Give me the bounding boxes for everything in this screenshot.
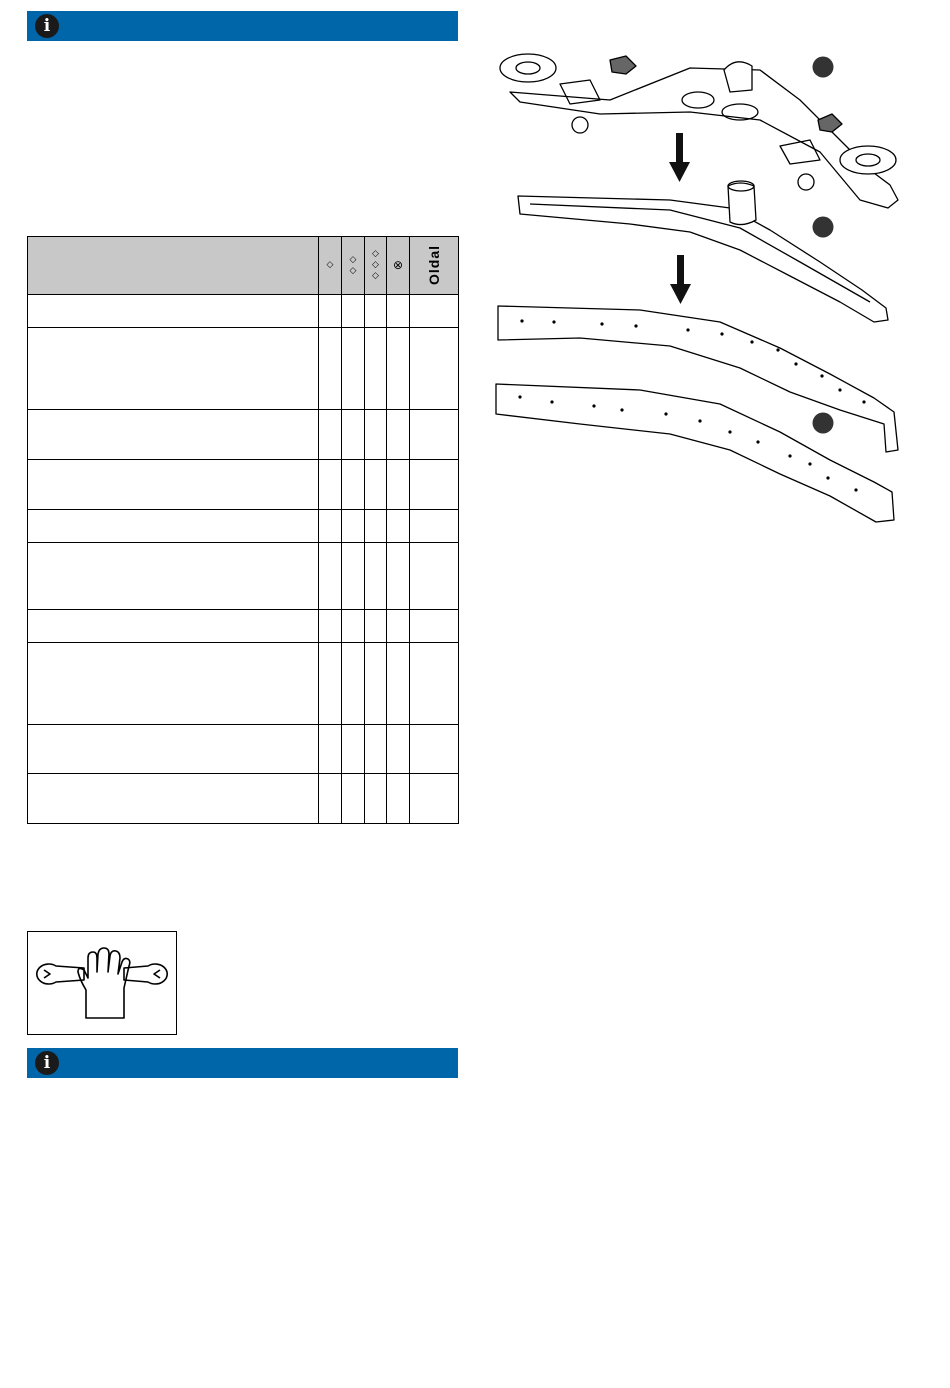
page-column-header: Oldal bbox=[410, 237, 459, 295]
maintenance-table bbox=[27, 236, 459, 824]
daily-symbol-header: ◇ bbox=[319, 237, 342, 295]
monthly-symbol-header: ◇ ◇ ◇ bbox=[365, 237, 387, 295]
info-bar-bottom bbox=[27, 1048, 458, 1078]
table-row bbox=[28, 410, 459, 460]
table-row bbox=[28, 328, 459, 410]
table-row bbox=[28, 460, 459, 510]
as-needed-symbol-header: ⊗ bbox=[387, 237, 410, 295]
table-row bbox=[28, 510, 459, 543]
callout-marker-2 bbox=[813, 217, 834, 238]
down-arrow-icon bbox=[669, 133, 690, 182]
task-header bbox=[28, 237, 319, 295]
squeegee-exploded-figure bbox=[490, 40, 910, 540]
table-row bbox=[28, 295, 459, 328]
tool-symbol-box bbox=[27, 931, 177, 1035]
table-row bbox=[28, 609, 459, 642]
callout-marker-1 bbox=[813, 57, 834, 78]
wrench-glove-icon bbox=[28, 932, 176, 1034]
callout-marker-3 bbox=[813, 413, 834, 434]
weekly-symbol-header: ◇ ◇ bbox=[342, 237, 365, 295]
table-row bbox=[28, 773, 459, 823]
info-icon: i bbox=[35, 14, 59, 38]
table-header-row bbox=[28, 237, 459, 295]
down-arrow-icon bbox=[670, 255, 691, 304]
info-bar-top bbox=[27, 11, 458, 41]
table-row bbox=[28, 543, 459, 609]
table-row bbox=[28, 724, 459, 773]
squeegee-frame-drawing bbox=[518, 181, 888, 322]
table-row bbox=[28, 642, 459, 724]
squeegee-body-drawing bbox=[500, 54, 898, 208]
info-icon: i bbox=[35, 1051, 59, 1075]
